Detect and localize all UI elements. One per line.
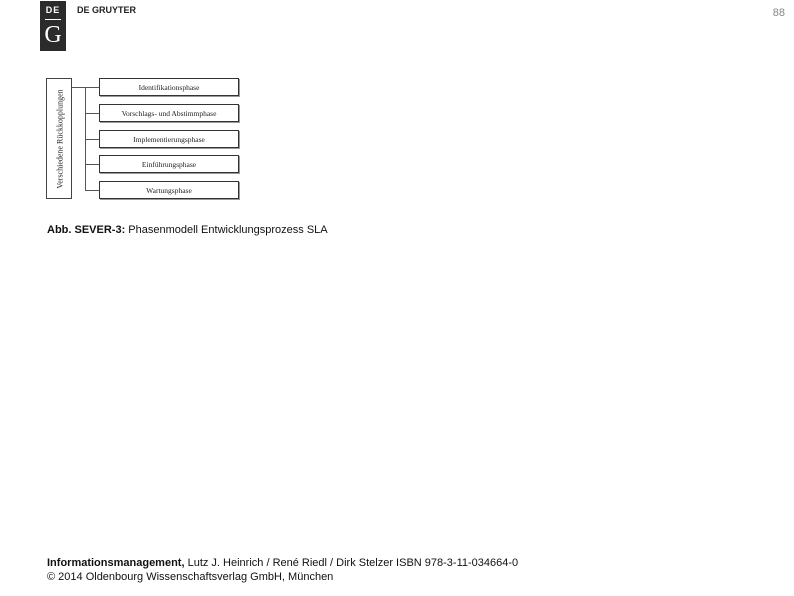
- page-number: 88: [772, 7, 785, 19]
- feedback-label: Verschiedene Rückkopplungen: [55, 89, 65, 189]
- logo-divider: [45, 19, 61, 20]
- footer-authors: Lutz J. Heinrich / René Riedl / Dirk Stelzer ISBN 978-3-11-034664-0: [184, 557, 519, 569]
- phase-box-identifikation: [99, 78, 239, 96]
- publisher-logo: [40, 1, 66, 51]
- phase-connector: [85, 113, 99, 114]
- phase-label: Identifikationsphase: [138, 82, 200, 92]
- connector-top: [72, 87, 85, 88]
- phase-connector: [85, 190, 99, 191]
- phase-box-wartung: [99, 181, 239, 199]
- phase-connector: [85, 139, 99, 140]
- footer-citation: [47, 557, 518, 569]
- logo-bottom-text: G: [44, 22, 62, 48]
- phase-box-vorschlag: [99, 104, 239, 122]
- phase-label: Vorschlags- und Abstimmphase: [121, 108, 217, 118]
- caption-text: Phasenmodell Entwicklungsprozess SLA: [125, 224, 328, 236]
- phase-box-einfuehrung: [99, 155, 239, 173]
- footer-copyright: © 2014 Oldenbourg Wissenschaftsverlag GmbH, München: [47, 571, 334, 583]
- phase-label: Einführungsphase: [141, 159, 197, 169]
- logo-top-text: DE: [45, 5, 61, 15]
- caption-label: Abb. SEVER-3:: [47, 224, 126, 236]
- footer-title: Informationsmanagement,: [47, 557, 185, 569]
- phase-label: Wartungsphase: [146, 185, 192, 195]
- publisher-name: DE GRUYTER: [77, 5, 137, 15]
- phase-label: Implementierungsphase: [133, 134, 205, 144]
- phase-connector: [85, 87, 99, 88]
- phase-diagram: [46, 74, 246, 204]
- feedback-box: [46, 78, 72, 199]
- figure-caption: [47, 224, 328, 236]
- phase-connector: [85, 164, 99, 165]
- phase-box-implementierung: [99, 130, 239, 148]
